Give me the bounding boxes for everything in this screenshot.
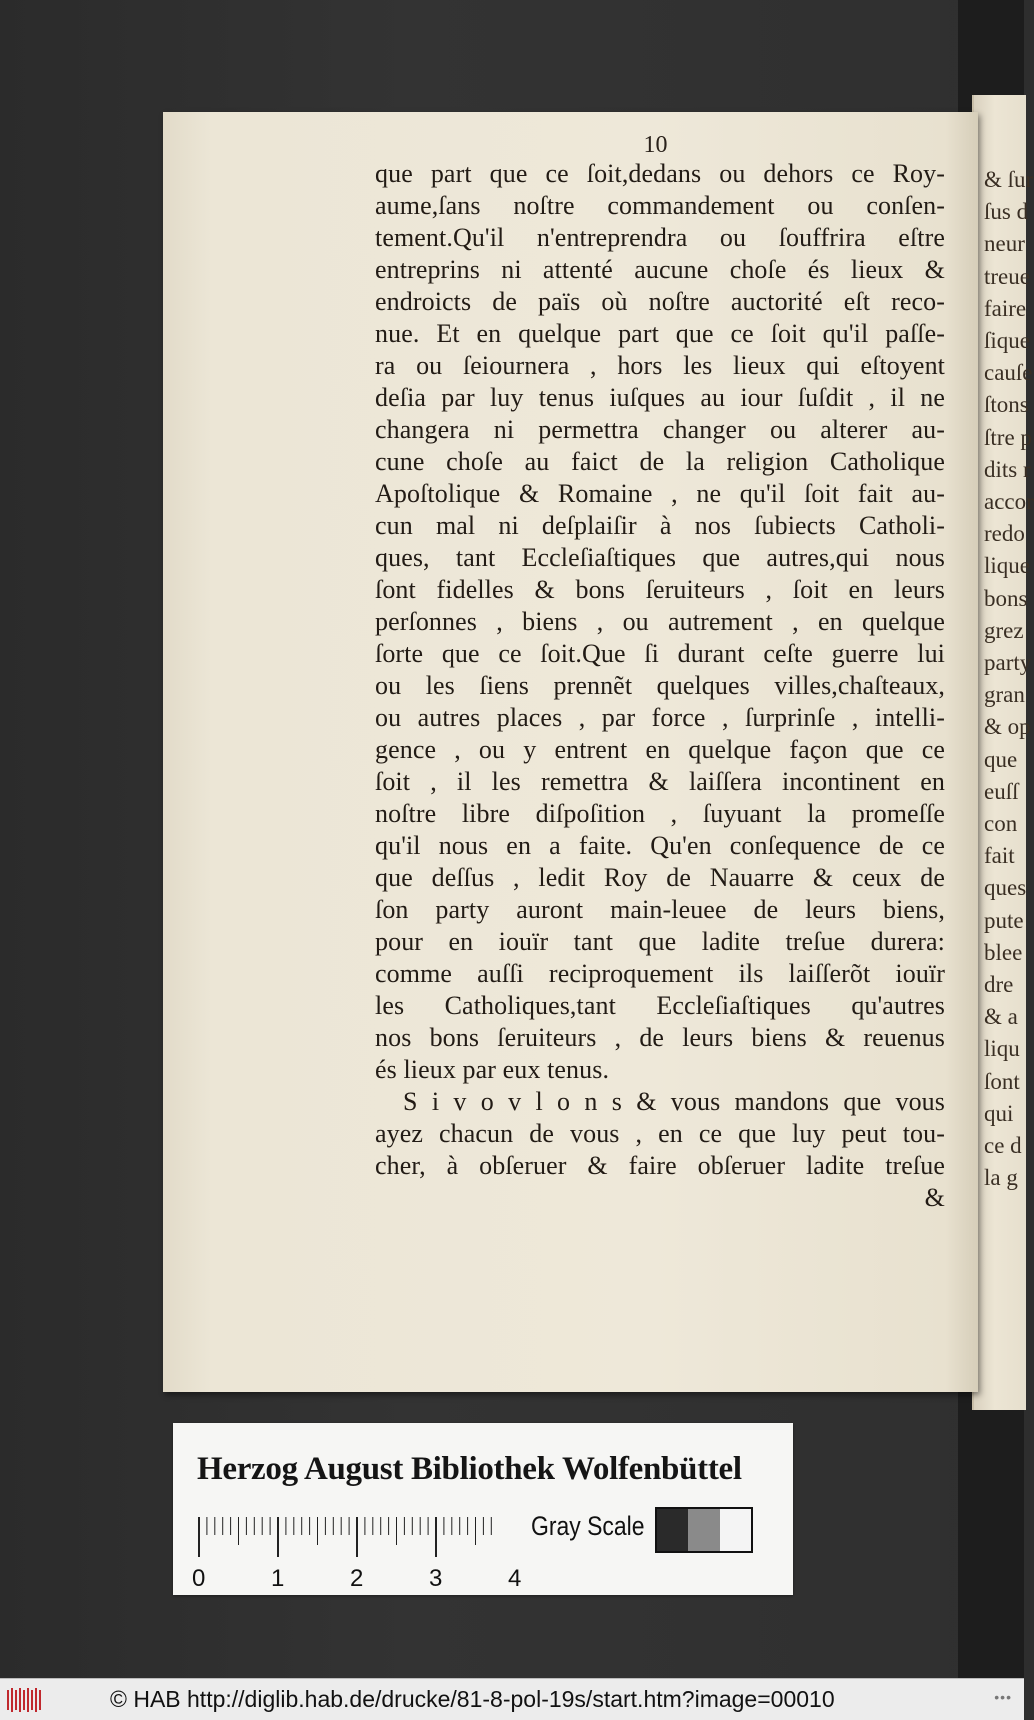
adjacent-page-fragment: bons [984, 585, 1028, 611]
text-line: Apoſtolique & Romaine , ne qu'il ſoit fait au- [375, 479, 945, 508]
text-line: cune choſe au faict de la religion Catholique [375, 447, 945, 476]
text-line: ſoit , il les remettra & laiſſera incontinent en [375, 767, 945, 796]
text-line: noſtre libre diſpoſition , ſuyuant la promeſſe [375, 799, 945, 828]
adjacent-page-fragment: que [984, 746, 1018, 772]
adjacent-page-fragment: ques [984, 875, 1027, 901]
adjacent-page-fragment: ſtons [984, 392, 1029, 418]
text-line: ſon party auront main-leuee de leurs biens, [375, 895, 945, 924]
adjacent-page-fragment: lique [984, 553, 1030, 579]
gray-scale-swatches [655, 1507, 753, 1553]
adjacent-page-fragment: ſont [984, 1068, 1020, 1094]
adjacent-page [972, 95, 1034, 1410]
adjacent-page-fragment: dits r [984, 456, 1031, 482]
page-number: 10 [643, 132, 668, 158]
adjacent-page-fragment: ſtre p [984, 424, 1032, 450]
text-line: és lieux par eux tenus. [375, 1055, 610, 1084]
adjacent-page-fragment: treue [984, 263, 1030, 289]
text-line: cher, à obſeruer & faire obſeruer ladite treſue [375, 1151, 945, 1180]
adjacent-page-fragment: & ſur [984, 167, 1034, 192]
ruler-label: 3 [429, 1565, 443, 1592]
text-line: ou autres places , par force , ſurprinſe , intelli- [375, 703, 945, 732]
ruler-label: 1 [271, 1565, 285, 1592]
gray-swatch [688, 1509, 719, 1551]
adjacent-page-fragment: grez [984, 617, 1024, 643]
gray-swatch [657, 1509, 688, 1551]
footer-source-link[interactable]: © HAB http://diglib.hab.de/drucke/81-8-pol-19s/start.htm?image=00010 [110, 1686, 835, 1712]
text-line: endroicts de païs où noſtre auctorité eſt reco- [375, 287, 945, 316]
adjacent-page-fragment: accor [984, 489, 1034, 514]
text-line: que part que ce ſoit,dedans ou dehors ce Roy- [375, 159, 945, 188]
text-line: ſont fidelles & bons ſeruiteurs , ſoit en leurs [375, 575, 945, 604]
ruler-label: 2 [350, 1565, 364, 1592]
text-line: cun mal ni deſplaiſir à nos ſubiects Catholi- [375, 511, 945, 540]
text-line: nos bons ſeruiteurs , de leurs biens & reuenus [375, 1023, 945, 1052]
text-line: tement.Qu'il n'entreprendra ou ſouffrira eſtre [375, 223, 945, 252]
text-line: aume,ſans noſtre commandement ou conſen- [375, 191, 945, 220]
text-line: ou les ſiens prennẽt quelques villes,chaſteaux, [375, 671, 945, 700]
text-line: entreprins ni attenté aucune choſe és lieux & [375, 255, 945, 284]
text-line: pour en iouïr tant que ladite treſue durera: [375, 927, 945, 956]
adjacent-page-fragment: con [984, 811, 1018, 836]
adjacent-page-fragment: euſſ [984, 778, 1019, 804]
text-line: que deſſus , ledit Roy de Nauarre & ceux de [375, 863, 945, 892]
text-line: gence , ou y entrent en quelque façon que ce [375, 735, 945, 764]
ruler-label: 0 [192, 1565, 206, 1592]
gray-swatch [720, 1509, 751, 1551]
adjacent-page-fragment: neur [984, 231, 1025, 257]
catchword: & [924, 1183, 945, 1212]
color-scale-card [173, 1423, 793, 1595]
adjacent-page-fragment: dre [984, 972, 1014, 997]
library-name: Herzog August Bibliothek Wolfenbüttel [197, 1451, 742, 1487]
adjacent-page-fragment: & op [984, 714, 1031, 740]
hab-logo-icon [6, 1687, 46, 1713]
adjacent-page-fragment: fait [984, 843, 1015, 869]
page-text [375, 158, 945, 1214]
ruler-label: 4 [508, 1565, 522, 1592]
text-line: ra ou ſeiournera , hors les lieux qui eſtoyent [375, 351, 945, 380]
adjacent-page-fragment: redo [984, 521, 1025, 547]
text-line: perſonnes , biens , ou autrement , en quelque [375, 607, 945, 636]
adjacent-page-fragment: pute [984, 907, 1024, 933]
adjacent-page-fragment: ſique [984, 328, 1030, 353]
text-line: ayez chacun de vous , en ce que luy peut tou- [375, 1119, 945, 1148]
text-line: ques, tant Eccleſiaſtiques que autres,qui nous [375, 543, 945, 572]
ruler-ticks [197, 1511, 497, 1561]
adjacent-page-fragment: ce d [984, 1133, 1022, 1158]
adjacent-page-fragment: faire [984, 295, 1027, 321]
text-line: comme auſſi reciproquement ils laiſſerõt iouïr [375, 959, 945, 988]
adjacent-page-fragment: blee [984, 939, 1023, 965]
book-page [163, 112, 978, 1392]
adjacent-page-fragment: qui [984, 1100, 1014, 1126]
adjacent-page-fragment: gran [984, 682, 1025, 708]
text-line: S i v o v l o n s & vous mandons que vous [403, 1087, 945, 1116]
adjacent-page-fragment: cauſe [984, 360, 1033, 386]
adjacent-page-fragment: & a [984, 1004, 1018, 1030]
more-menu-icon[interactable]: ••• [994, 1689, 1012, 1705]
text-line: ſorte que ce ſoit.Que ſi durant ceſte guerre lui [375, 639, 945, 668]
text-line: qu'il nous en a faite. Qu'en conſequence de ce [375, 831, 945, 860]
gray-scale-label: Gray Scale [531, 1511, 645, 1541]
text-line: nue. Et en quelque part que ce ſoit qu'il paſſe- [375, 319, 945, 348]
text-line: deſia par luy tenus iuſques au iour ſuſdit , il ne [375, 383, 945, 412]
adjacent-page-fragment: liqu [984, 1036, 1020, 1062]
adjacent-page-fragment: la g [984, 1165, 1018, 1191]
adjacent-page-fragment: party [984, 650, 1032, 675]
adjacent-page-fragment: ſus d [984, 199, 1029, 225]
text-line: changera ni permettra changer ou alterer au- [375, 415, 945, 444]
footer-bar [0, 1678, 1024, 1720]
text-line: les Catholiques,tant Eccleſiaſtiques qu'autres [375, 991, 945, 1020]
